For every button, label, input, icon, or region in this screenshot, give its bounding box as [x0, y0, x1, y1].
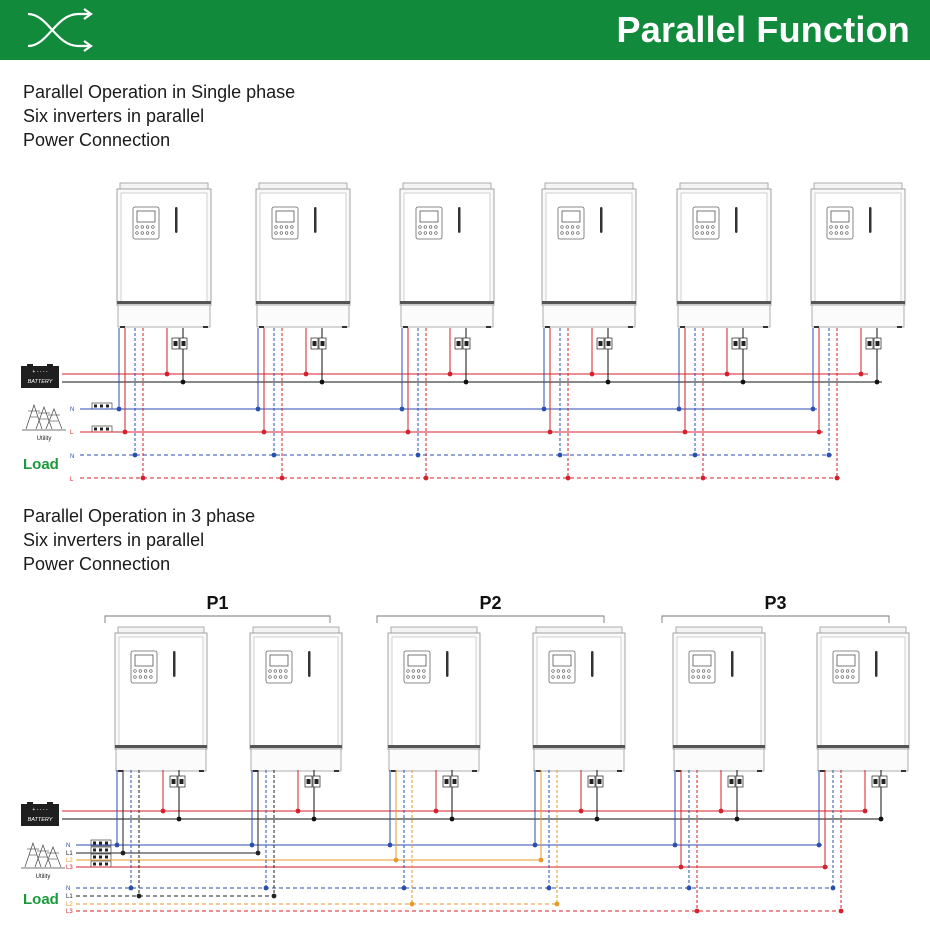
single-phase-heading-line-3: Power Connection [23, 130, 171, 150]
three-phase-n-junction [115, 843, 120, 848]
three-phase-inverter-2 [250, 627, 342, 772]
single-phase-load-n-junction [827, 453, 832, 458]
three-phase-inverter-4 [533, 627, 625, 772]
inverter-divider [673, 745, 765, 748]
inverter-handle [458, 207, 461, 233]
breaker-lever [93, 842, 96, 845]
inverter-foot [763, 326, 768, 328]
group-label-p3: P3 [764, 593, 787, 613]
inverter-foot [545, 326, 550, 328]
single-phase-dc-breaker-icon [605, 338, 612, 349]
single-phase-load-n-label: N [70, 454, 75, 460]
single-phase-heading-line-1: Parallel Operation in Single phase [23, 82, 296, 102]
breaker-lever [590, 779, 594, 784]
inverter-handle [314, 207, 317, 233]
single-phase-bn-junction [181, 380, 186, 385]
inverter-lcd-screen [408, 655, 426, 666]
breaker-lever [172, 779, 176, 784]
three-phase-bp-junction [863, 809, 868, 814]
inverter-lcd-screen [562, 211, 580, 222]
inverter-handle [600, 207, 603, 233]
three-phase-bp-junction [719, 809, 724, 814]
breaker-lever [99, 863, 102, 866]
single-phase-inverter-2 [256, 183, 350, 328]
breaker-lever [742, 341, 746, 346]
breaker-lever [99, 856, 102, 859]
single-phase-inverter-4 [542, 183, 636, 328]
breaker-lever [457, 341, 461, 346]
single-phase-bn-junction [875, 380, 880, 385]
group-bracket [377, 616, 604, 623]
single-phase-bp-junction [859, 372, 864, 377]
three-phase-load-n-junction [129, 886, 134, 891]
inverter-foot [536, 770, 541, 772]
inverter-handle [869, 207, 872, 233]
group-bracket [105, 616, 330, 623]
single-phase-dc-breaker-icon [172, 338, 179, 349]
single-phase-utility-l-breaker-icon [92, 426, 112, 432]
inverter-terminal-box [389, 749, 479, 771]
breaker-lever [465, 341, 469, 346]
breaker-lever [313, 341, 317, 346]
single-phase-n-junction [677, 407, 682, 412]
three-phase-utility-l1-label: L1 [66, 851, 73, 857]
page-title: Parallel Function [616, 9, 910, 50]
single-phase-heading-line-2: Six inverters in parallel [23, 106, 205, 126]
inverter-handle [875, 651, 878, 677]
inverter-foot [403, 326, 408, 328]
breaker-lever [868, 341, 872, 346]
inverter-terminal-box [543, 305, 635, 327]
three-phase-inverter-6 [817, 627, 909, 772]
three-phase-load-l-junction [695, 909, 700, 914]
single-phase-utility-n-label: N [70, 407, 75, 413]
single-phase-load-l-junction [280, 476, 285, 481]
single-phase-dc-breaker-icon [597, 338, 604, 349]
single-phase-load-l-junction [424, 476, 429, 481]
inverter-handle [175, 207, 178, 233]
single-phase-l-junction [123, 430, 128, 435]
three-phase-dc-breaker-icon [588, 776, 595, 787]
single-phase-load-n-junction [558, 453, 563, 458]
three-phase-load-n-junction [402, 886, 407, 891]
breaker-lever [453, 779, 457, 784]
three-phase-l-junction [539, 858, 544, 863]
three-phase-bn-junction [177, 817, 182, 822]
three-phase-battery [21, 802, 59, 826]
inverter-divider [677, 301, 771, 304]
inverter-terminal-box [818, 749, 908, 771]
inverter-terminal-box [534, 749, 624, 771]
three-phase-dc-breaker-icon [178, 776, 185, 787]
breaker-lever [315, 779, 319, 784]
inverter-divider [542, 301, 636, 304]
inverter-divider [533, 745, 625, 748]
inverter-foot [199, 770, 204, 772]
breaker-lever [307, 779, 311, 784]
three-phase-n-junction [250, 843, 255, 848]
single-phase-l-junction [262, 430, 267, 435]
single-phase-l-junction [406, 430, 411, 435]
three-phase-bp-junction [161, 809, 166, 814]
three-phase-utility-n-label: N [66, 843, 71, 849]
breaker-lever [99, 849, 102, 852]
inverter-foot [680, 326, 685, 328]
inverter-lcd-screen [693, 655, 711, 666]
breaker-lever [106, 428, 109, 431]
inverter-foot [901, 770, 906, 772]
inverter-terminal-box [401, 305, 493, 327]
breaker-lever [94, 405, 97, 408]
single-phase-inverter-6 [811, 183, 905, 328]
single-phase-bn-junction [606, 380, 611, 385]
single-phase-bp-junction [448, 372, 453, 377]
breaker-lever [607, 341, 611, 346]
single-phase-utility-l-label: L [70, 430, 74, 436]
group-label-p2: P2 [479, 593, 502, 613]
single-phase-load-l-junction [566, 476, 571, 481]
three-phase-utility [21, 843, 65, 880]
single-phase-l-junction [548, 430, 553, 435]
three-phase-load-n-junction [831, 886, 836, 891]
breaker-lever [874, 779, 878, 784]
inverter-divider [256, 301, 350, 304]
inverter-terminal-box [116, 749, 206, 771]
inverter-handle [173, 651, 176, 677]
breaker-lever [180, 779, 184, 784]
battery-polarity: + - - - - [32, 807, 48, 813]
inverter-foot [259, 326, 264, 328]
three-phase-dc-breaker-icon [728, 776, 735, 787]
single-phase-load-l-label: L [70, 477, 74, 483]
single-phase-battery [21, 364, 59, 388]
breaker-lever [99, 842, 102, 845]
breaker-lever [105, 849, 108, 852]
inverter-terminal-box [118, 305, 210, 327]
three-phase-bn-junction [735, 817, 740, 822]
single-phase-load-label: Load [23, 456, 59, 473]
breaker-lever [106, 405, 109, 408]
breaker-lever [100, 428, 103, 431]
three-phase-inverter-5 [673, 627, 765, 772]
three-phase-dc-breaker-icon [736, 776, 743, 787]
three-phase-utility-breaker-icon [91, 847, 111, 853]
inverter-lcd-screen [697, 211, 715, 222]
single-phase-bp-junction [165, 372, 170, 377]
inverter-foot [820, 770, 825, 772]
breaker-lever [734, 341, 738, 346]
three-phase-load-n-junction [687, 886, 692, 891]
breaker-lever [321, 341, 325, 346]
inverter-terminal-box [251, 749, 341, 771]
three-phase-bp-junction [579, 809, 584, 814]
three-phase-load-l2-label: L2 [66, 902, 73, 908]
breaker-lever [93, 849, 96, 852]
utility-label: Utility [35, 874, 51, 880]
single-phase-inverter-3 [400, 183, 494, 328]
three-phase-dc-breaker-icon [313, 776, 320, 787]
battery-terminal [27, 802, 33, 804]
inverter-foot [814, 326, 819, 328]
breaker-lever [598, 779, 602, 784]
single-phase-bn-junction [741, 380, 746, 385]
inverter-divider [388, 745, 480, 748]
three-phase-dc-breaker-icon [596, 776, 603, 787]
inverter-divider [400, 301, 494, 304]
single-phase-n-junction [400, 407, 405, 412]
inverter-terminal-box [678, 305, 770, 327]
inverter-foot [486, 326, 491, 328]
three-phase-l-junction [256, 851, 261, 856]
inverter-divider [115, 745, 207, 748]
inverter-handle [446, 651, 449, 677]
breaker-lever [174, 341, 178, 346]
three-phase-dc-breaker-icon [305, 776, 312, 787]
three-phase-load-n-junction [547, 886, 552, 891]
inverter-lcd-screen [837, 655, 855, 666]
single-phase-n-junction [542, 407, 547, 412]
single-phase-dc-breaker-icon [874, 338, 881, 349]
inverter-lcd-screen [276, 211, 294, 222]
inverter-handle [731, 651, 734, 677]
inverter-lcd-screen [553, 655, 571, 666]
breaker-lever [599, 341, 603, 346]
breaker-lever [93, 863, 96, 866]
single-phase-l-junction [683, 430, 688, 435]
inverter-foot [617, 770, 622, 772]
three-phase-load-l3-label: L3 [66, 909, 73, 915]
three-phase-dc-breaker-icon [880, 776, 887, 787]
breaker-lever [445, 779, 449, 784]
breaker-lever [93, 856, 96, 859]
battery-label: BATTERY [27, 379, 53, 385]
single-phase-utility-n-breaker-icon [92, 403, 112, 409]
three-phase-inverter-1 [115, 627, 207, 772]
three-phase-bn-junction [595, 817, 600, 822]
single-phase-load-n-junction [133, 453, 138, 458]
three-phase-heading-line-2: Six inverters in parallel [23, 530, 205, 550]
breaker-lever [882, 779, 886, 784]
three-phase-bn-junction [450, 817, 455, 822]
three-phase-load-n-label: N [66, 886, 71, 892]
utility-label: Utility [36, 436, 52, 442]
inverter-lcd-screen [137, 211, 155, 222]
single-phase-bn-junction [320, 380, 325, 385]
single-phase-dc-breaker-icon [732, 338, 739, 349]
three-phase-l-junction [823, 865, 828, 870]
breaker-lever [730, 779, 734, 784]
battery-terminal [27, 364, 33, 366]
single-phase-n-junction [117, 407, 122, 412]
breaker-lever [105, 856, 108, 859]
group-bracket [662, 616, 889, 623]
three-phase-dc-breaker-icon [451, 776, 458, 787]
three-phase-load-l-junction [410, 902, 415, 907]
single-phase-dc-breaker-icon [740, 338, 747, 349]
single-phase-inverter-1 [117, 183, 211, 328]
inverter-foot [342, 326, 347, 328]
three-phase-n-junction [817, 843, 822, 848]
three-phase-n-junction [673, 843, 678, 848]
single-phase-bp-junction [725, 372, 730, 377]
three-phase-bn-junction [312, 817, 317, 822]
breaker-lever [94, 428, 97, 431]
single-phase-bp-junction [590, 372, 595, 377]
three-phase-l-junction [394, 858, 399, 863]
inverter-divider [811, 301, 905, 304]
single-phase-l-junction [817, 430, 822, 435]
three-phase-load-l-junction [272, 894, 277, 899]
three-phase-l-junction [679, 865, 684, 870]
three-phase-bn-junction [879, 817, 884, 822]
single-phase-inverter-5 [677, 183, 771, 328]
inverter-foot [628, 326, 633, 328]
battery-polarity: + - - - - [32, 369, 48, 375]
inverter-lcd-screen [831, 211, 849, 222]
three-phase-dc-breaker-icon [872, 776, 879, 787]
three-phase-utility-l3-label: L3 [66, 865, 73, 871]
inverter-divider [117, 301, 211, 304]
single-phase-utility [22, 405, 66, 442]
three-phase-heading-line-1: Parallel Operation in 3 phase [23, 506, 256, 526]
inverter-foot [676, 770, 681, 772]
three-phase-load-l1-label: L1 [66, 894, 73, 900]
battery-terminal [47, 364, 53, 366]
inverter-terminal-box [812, 305, 904, 327]
three-phase-load-l-junction [839, 909, 844, 914]
battery-terminal [47, 802, 53, 804]
three-phase-heading-line-3: Power Connection [23, 554, 171, 574]
inverter-foot [391, 770, 396, 772]
three-phase-utility-breaker-icon [91, 861, 111, 867]
single-phase-dc-breaker-icon [455, 338, 462, 349]
three-phase-n-junction [533, 843, 538, 848]
three-phase-n-junction [388, 843, 393, 848]
inverter-handle [735, 207, 738, 233]
three-phase-inverter-3 [388, 627, 480, 772]
battery-label: BATTERY [27, 817, 53, 823]
inverter-foot [120, 326, 125, 328]
single-phase-load-l-junction [835, 476, 840, 481]
single-phase-dc-breaker-icon [463, 338, 470, 349]
single-phase-load-n-junction [272, 453, 277, 458]
inverter-foot [897, 326, 902, 328]
single-phase-load-n-junction [693, 453, 698, 458]
single-phase-n-junction [811, 407, 816, 412]
single-phase-load-l-junction [701, 476, 706, 481]
inverter-handle [591, 651, 594, 677]
inverter-foot [253, 770, 258, 772]
three-phase-load-label: Load [23, 891, 59, 908]
breaker-lever [738, 779, 742, 784]
inverter-terminal-box [257, 305, 349, 327]
group-label-p1: P1 [206, 593, 229, 613]
breaker-lever [182, 341, 186, 346]
three-phase-load-l-junction [555, 902, 560, 907]
single-phase-dc-breaker-icon [319, 338, 326, 349]
three-phase-load-l-junction [137, 894, 142, 899]
three-phase-bp-junction [296, 809, 301, 814]
breaker-lever [100, 405, 103, 408]
inverter-lcd-screen [270, 655, 288, 666]
single-phase-n-junction [256, 407, 261, 412]
three-phase-dc-breaker-icon [443, 776, 450, 787]
inverter-foot [472, 770, 477, 772]
inverter-divider [250, 745, 342, 748]
inverter-handle [308, 651, 311, 677]
inverter-divider [817, 745, 909, 748]
three-phase-utility-breaker-icon [91, 854, 111, 860]
inverter-foot [118, 770, 123, 772]
single-phase-bp-junction [304, 372, 309, 377]
three-phase-l-junction [121, 851, 126, 856]
three-phase-utility-l2-label: L2 [66, 858, 73, 864]
inverter-terminal-box [674, 749, 764, 771]
single-phase-dc-breaker-icon [180, 338, 187, 349]
breaker-lever [105, 863, 108, 866]
inverter-foot [757, 770, 762, 772]
single-phase-dc-breaker-icon [866, 338, 873, 349]
breaker-lever [876, 341, 880, 346]
inverter-lcd-screen [135, 655, 153, 666]
three-phase-load-n-junction [264, 886, 269, 891]
single-phase-dc-breaker-icon [311, 338, 318, 349]
inverter-lcd-screen [420, 211, 438, 222]
inverter-foot [334, 770, 339, 772]
three-phase-dc-breaker-icon [170, 776, 177, 787]
single-phase-load-n-junction [416, 453, 421, 458]
three-phase-bp-junction [434, 809, 439, 814]
single-phase-bn-junction [464, 380, 469, 385]
single-phase-load-l-junction [141, 476, 146, 481]
breaker-lever [105, 842, 108, 845]
inverter-foot [203, 326, 208, 328]
